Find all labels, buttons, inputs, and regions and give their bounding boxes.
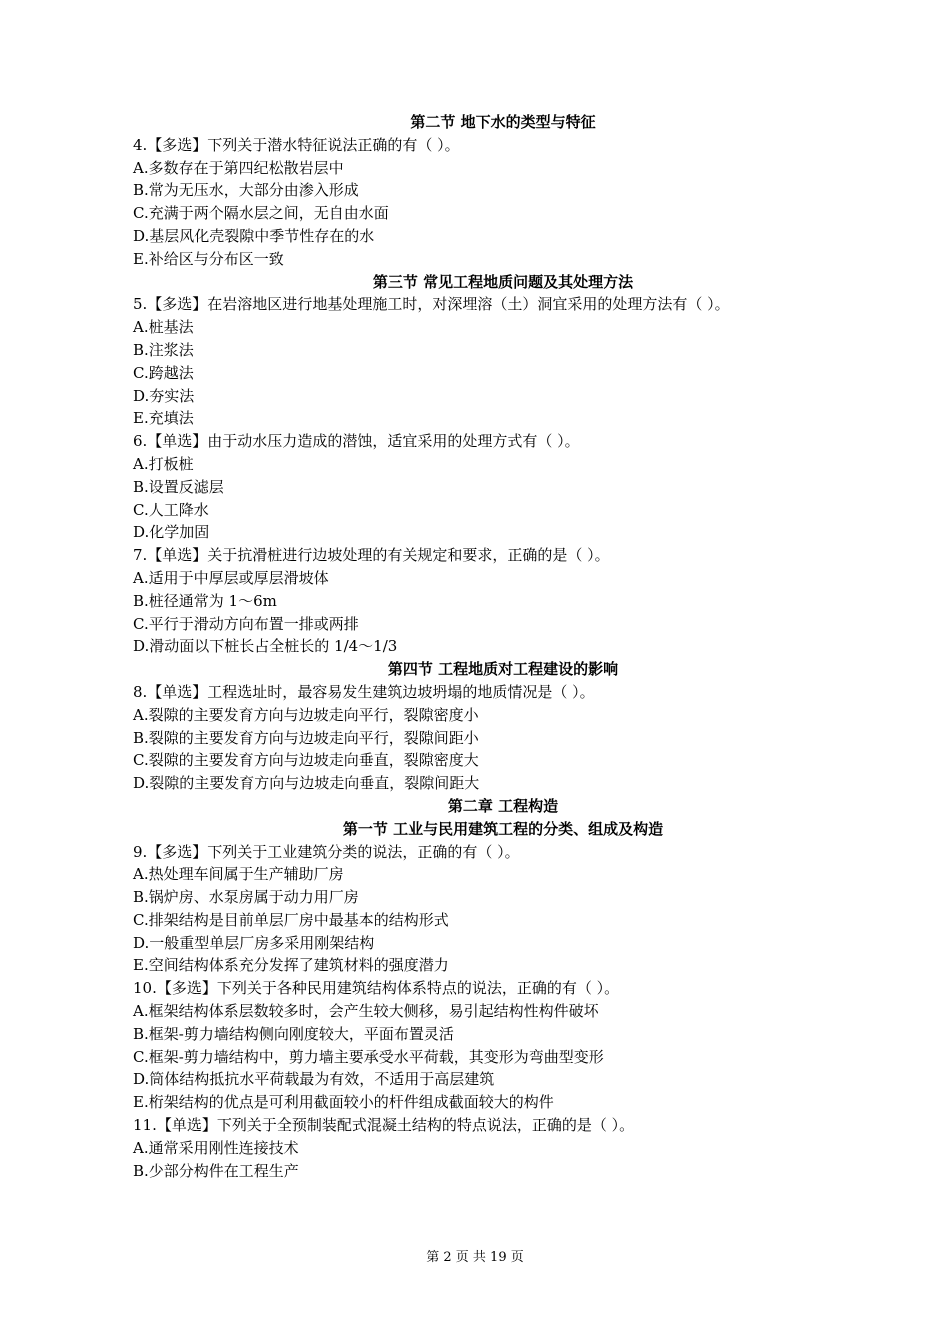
answer-option: B.设置反滤层 [133, 477, 224, 496]
answer-option: C.人工降水 [133, 500, 209, 519]
section-heading: 第三节 常见工程地质问题及其处理方法 [372, 272, 634, 291]
question-stem: 10.【多选】下列关于各种民用建筑结构体系特点的说法，正确的有（ ）。 [133, 979, 620, 998]
answer-option: C.框架-剪力墙结构中，剪力墙主要承受水平荷载，其变形为弯曲型变形 [133, 1047, 604, 1066]
question-stem: 9.【多选】下列关于工业建筑分类的说法，正确的有（ ）。 [133, 842, 520, 861]
section-heading: 第四节 工程地质对工程建设的影响 [387, 660, 619, 679]
section-heading: 第二章 工程构造 [447, 796, 559, 815]
answer-option: A.适用于中厚层或厚层滑坡体 [133, 568, 329, 587]
answer-option: A.桩基法 [133, 318, 194, 337]
answer-option: B.裂隙的主要发育方向与边坡走向平行，裂隙间距小 [133, 728, 479, 747]
question-stem: 4.【多选】下列关于潜水特征说法正确的有（ ）。 [133, 135, 460, 154]
page-footer: 第 2 页 共 19 页 [426, 1250, 524, 1265]
page-content [133, 111, 873, 1182]
answer-option: B.锅炉房、水泵房属于动力用厂房 [133, 888, 359, 907]
question-stem: 6.【单选】由于动水压力造成的潜蚀，适宜采用的处理方式有（ ）。 [133, 432, 580, 451]
answer-option: B.桩径通常为 1～6m [133, 591, 277, 610]
answer-option: D.滑动面以下桩长占全桩长的 1/4～1/3 [133, 637, 398, 656]
answer-option: E.充填法 [133, 409, 194, 428]
question-stem: 5.【多选】在岩溶地区进行地基处理施工时，对深埋溶（土）洞宜采用的处理方法有（ ）。 [133, 295, 730, 314]
answer-option: B.框架-剪力墙结构侧向刚度较大，平面布置灵活 [133, 1024, 454, 1043]
answer-option: A.多数存在于第四纪松散岩层中 [133, 158, 344, 177]
answer-option: D.夯实法 [133, 386, 195, 405]
answer-option: A.裂隙的主要发育方向与边坡走向平行，裂隙密度小 [133, 705, 479, 724]
answer-option: C.跨越法 [133, 363, 194, 382]
answer-option: C.平行于滑动方向布置一排或两排 [133, 614, 359, 633]
section-heading: 第一节 工业与民用建筑工程的分类、组成及构造 [342, 819, 664, 838]
answer-option: D.化学加固 [133, 523, 210, 542]
answer-option: A.打板桩 [133, 454, 194, 473]
question-stem: 8.【单选】工程选址时，最容易发生建筑边坡坍塌的地质情况是（ ）。 [133, 682, 595, 701]
answer-option: C.充满于两个隔水层之间，无自由水面 [133, 204, 389, 223]
answer-option: D.基层风化壳裂隙中季节性存在的水 [133, 226, 375, 245]
question-stem: 7.【单选】关于抗滑桩进行边坡处理的有关规定和要求，正确的是（ ）。 [133, 546, 610, 565]
answer-option: E.补给区与分布区一致 [133, 249, 284, 268]
answer-option: D.一般重型单层厂房多采用刚架结构 [133, 933, 375, 952]
answer-option: A.热处理车间属于生产辅助厂房 [133, 865, 344, 884]
answer-option: B.常为无压水，大部分由渗入形成 [133, 181, 359, 200]
answer-option: E.桁架结构的优点是可利用截面较小的杆件组成截面较大的构件 [133, 1093, 554, 1112]
answer-option: B.注浆法 [133, 340, 194, 359]
answer-option: C.排架结构是目前单层厂房中最基本的结构形式 [133, 910, 449, 929]
answer-option: C.裂隙的主要发育方向与边坡走向垂直，裂隙密度大 [133, 751, 479, 770]
question-stem: 11.【单选】下列关于全预制装配式混凝土结构的特点说法，正确的是（ ）。 [133, 1116, 635, 1135]
answer-option: E.空间结构体系充分发挥了建筑材料的强度潜力 [133, 956, 449, 975]
answer-option: A.通常采用刚性连接技术 [133, 1138, 299, 1157]
section-heading: 第二节 地下水的类型与特征 [410, 113, 596, 131]
answer-option: B.少部分构件在工程生产 [133, 1161, 299, 1180]
answer-option: A.框架结构体系层数较多时，会产生较大侧移，易引起结构性构件破坏 [133, 1002, 599, 1021]
answer-option: D.筒体结构抵抗水平荷载最为有效，不适用于高层建筑 [133, 1070, 495, 1089]
answer-option: D.裂隙的主要发育方向与边坡走向垂直，裂隙间距大 [133, 774, 480, 793]
